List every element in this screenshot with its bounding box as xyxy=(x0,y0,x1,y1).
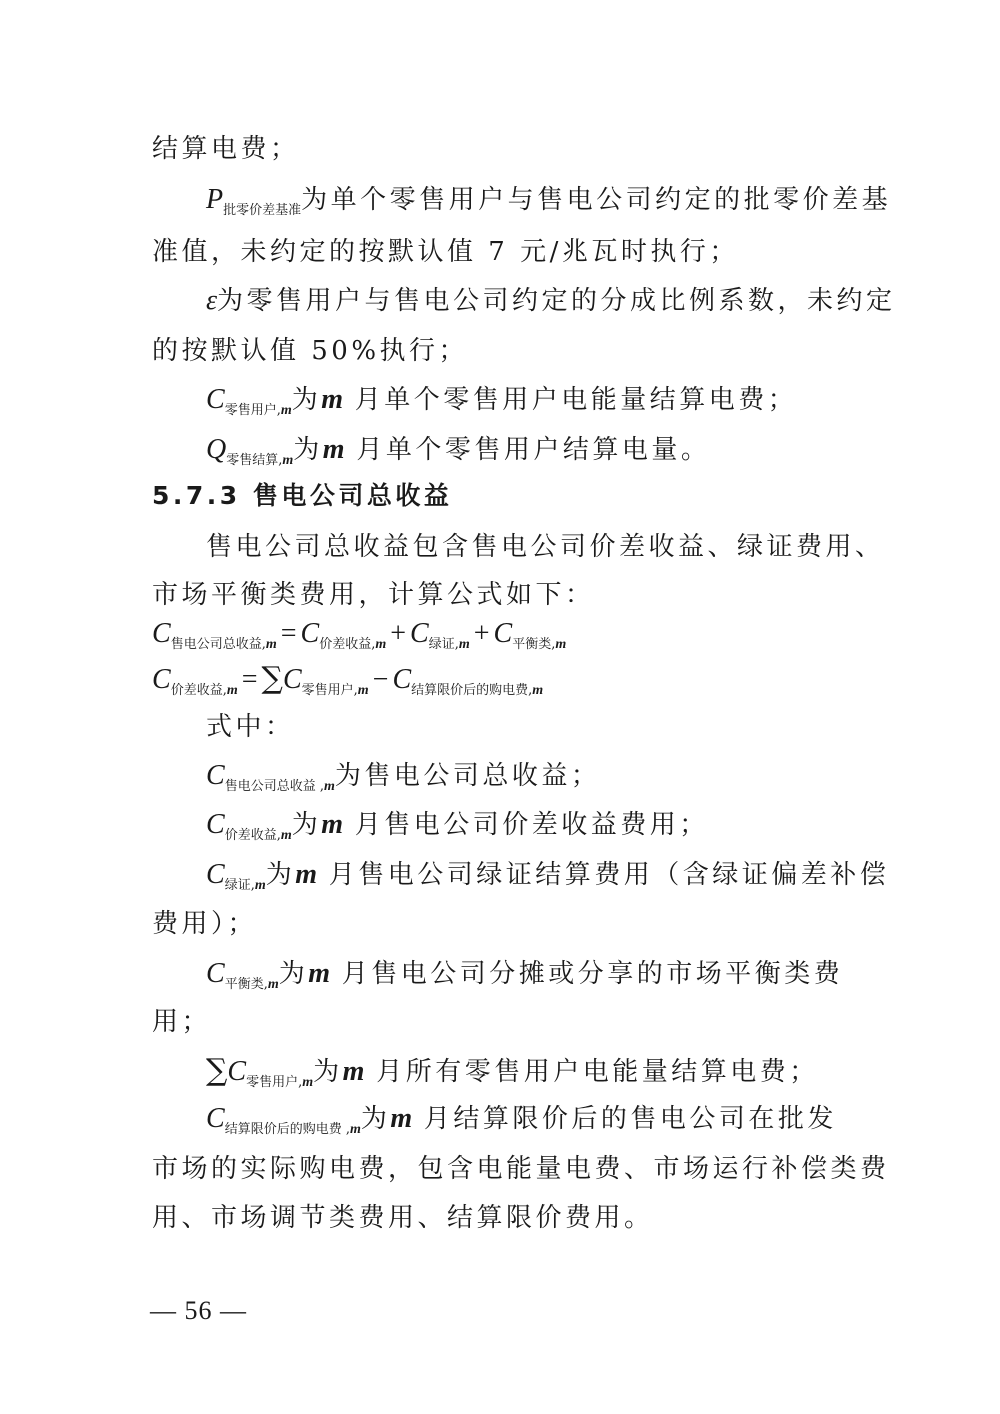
text-line-13: $C_{绿证,m}$为m 月售电公司绿证结算费用（含绿证偏差补偿 xyxy=(206,859,890,893)
text-line-2-body: 为单个零售用户与售电公司约定的批零价差基 xyxy=(301,185,892,215)
text-line-2 xyxy=(206,181,892,230)
var-epsilon: ε xyxy=(206,285,218,316)
text-line-18: $C_{结算限价后的购电费 ,m}$为m 月结算限价后的售电公司在批发 xyxy=(206,1103,837,1137)
equation-2: $C_{价差收益,m} = \sum C_{零售用户,m} - C_{结算限价后的购电费,m}$ xyxy=(152,661,544,698)
text-line-9: 市场平衡类费用，计算公式如下： xyxy=(152,580,595,610)
section-heading: 5.7.3 售电公司总收益 xyxy=(152,481,453,510)
text-line-10: 式中： xyxy=(206,712,295,742)
text-line-16: 用； xyxy=(152,1007,212,1037)
sub-q: 零售结算,m xyxy=(226,453,294,468)
text-line-17: $\sum C_{零售用户,m}$为m 月所有零售用户电能量结算电费； xyxy=(206,1053,819,1090)
var-q: Q xyxy=(206,434,227,465)
var-p: P xyxy=(206,184,224,215)
text-line-4 xyxy=(206,282,896,320)
text-line-7: $Q_{零售结算,m}$为m 月单个零售用户结算电量。 xyxy=(206,434,711,468)
text-line-11: $C_{售电公司总收益 ,m}$为售电公司总收益； xyxy=(206,760,601,794)
text-line-12: $C_{价差收益,m}$为m 月售电公司价差收益费用； xyxy=(206,809,709,843)
text-line-20: 用、市场调节类费用、结算限价费用。 xyxy=(152,1203,654,1233)
text-line-1: 结算电费； xyxy=(152,134,300,164)
sub-p: 批零价差基准 xyxy=(223,203,302,218)
equation-1: $C_{售电公司总收益,m} = C_{价差收益,m} + C_{绿证,m} + C_{平衡类,m}$ xyxy=(152,618,567,652)
var-c: C xyxy=(206,384,225,415)
text-line-4-body: 为零售用户与售电公司约定的分成比例系数，未约定 xyxy=(217,286,896,316)
text-line-6: $C_{零售用户,m}$为m 月单个零售用户电能量结算电费； xyxy=(206,384,798,418)
sub-c: 零售用户,m xyxy=(224,403,292,418)
text-line-5: 的按默认值 50%执行； xyxy=(152,336,469,366)
page-number: — 56 — xyxy=(150,1296,247,1325)
text-line-15: $C_{平衡类,m}$为m 月售电公司分摊或分享的市场平衡类费 xyxy=(206,958,844,992)
text-line-8: 售电公司总收益包含售电公司价差收益、绿证费用、 xyxy=(206,532,885,562)
text-line-3: 准值，未约定的按默认值 7 元/兆瓦时执行； xyxy=(152,237,739,267)
text-line-14: 费用）； xyxy=(152,909,258,939)
text-line-19: 市场的实际购电费，包含电能量电费、市场运行补偿类费 xyxy=(152,1154,890,1184)
